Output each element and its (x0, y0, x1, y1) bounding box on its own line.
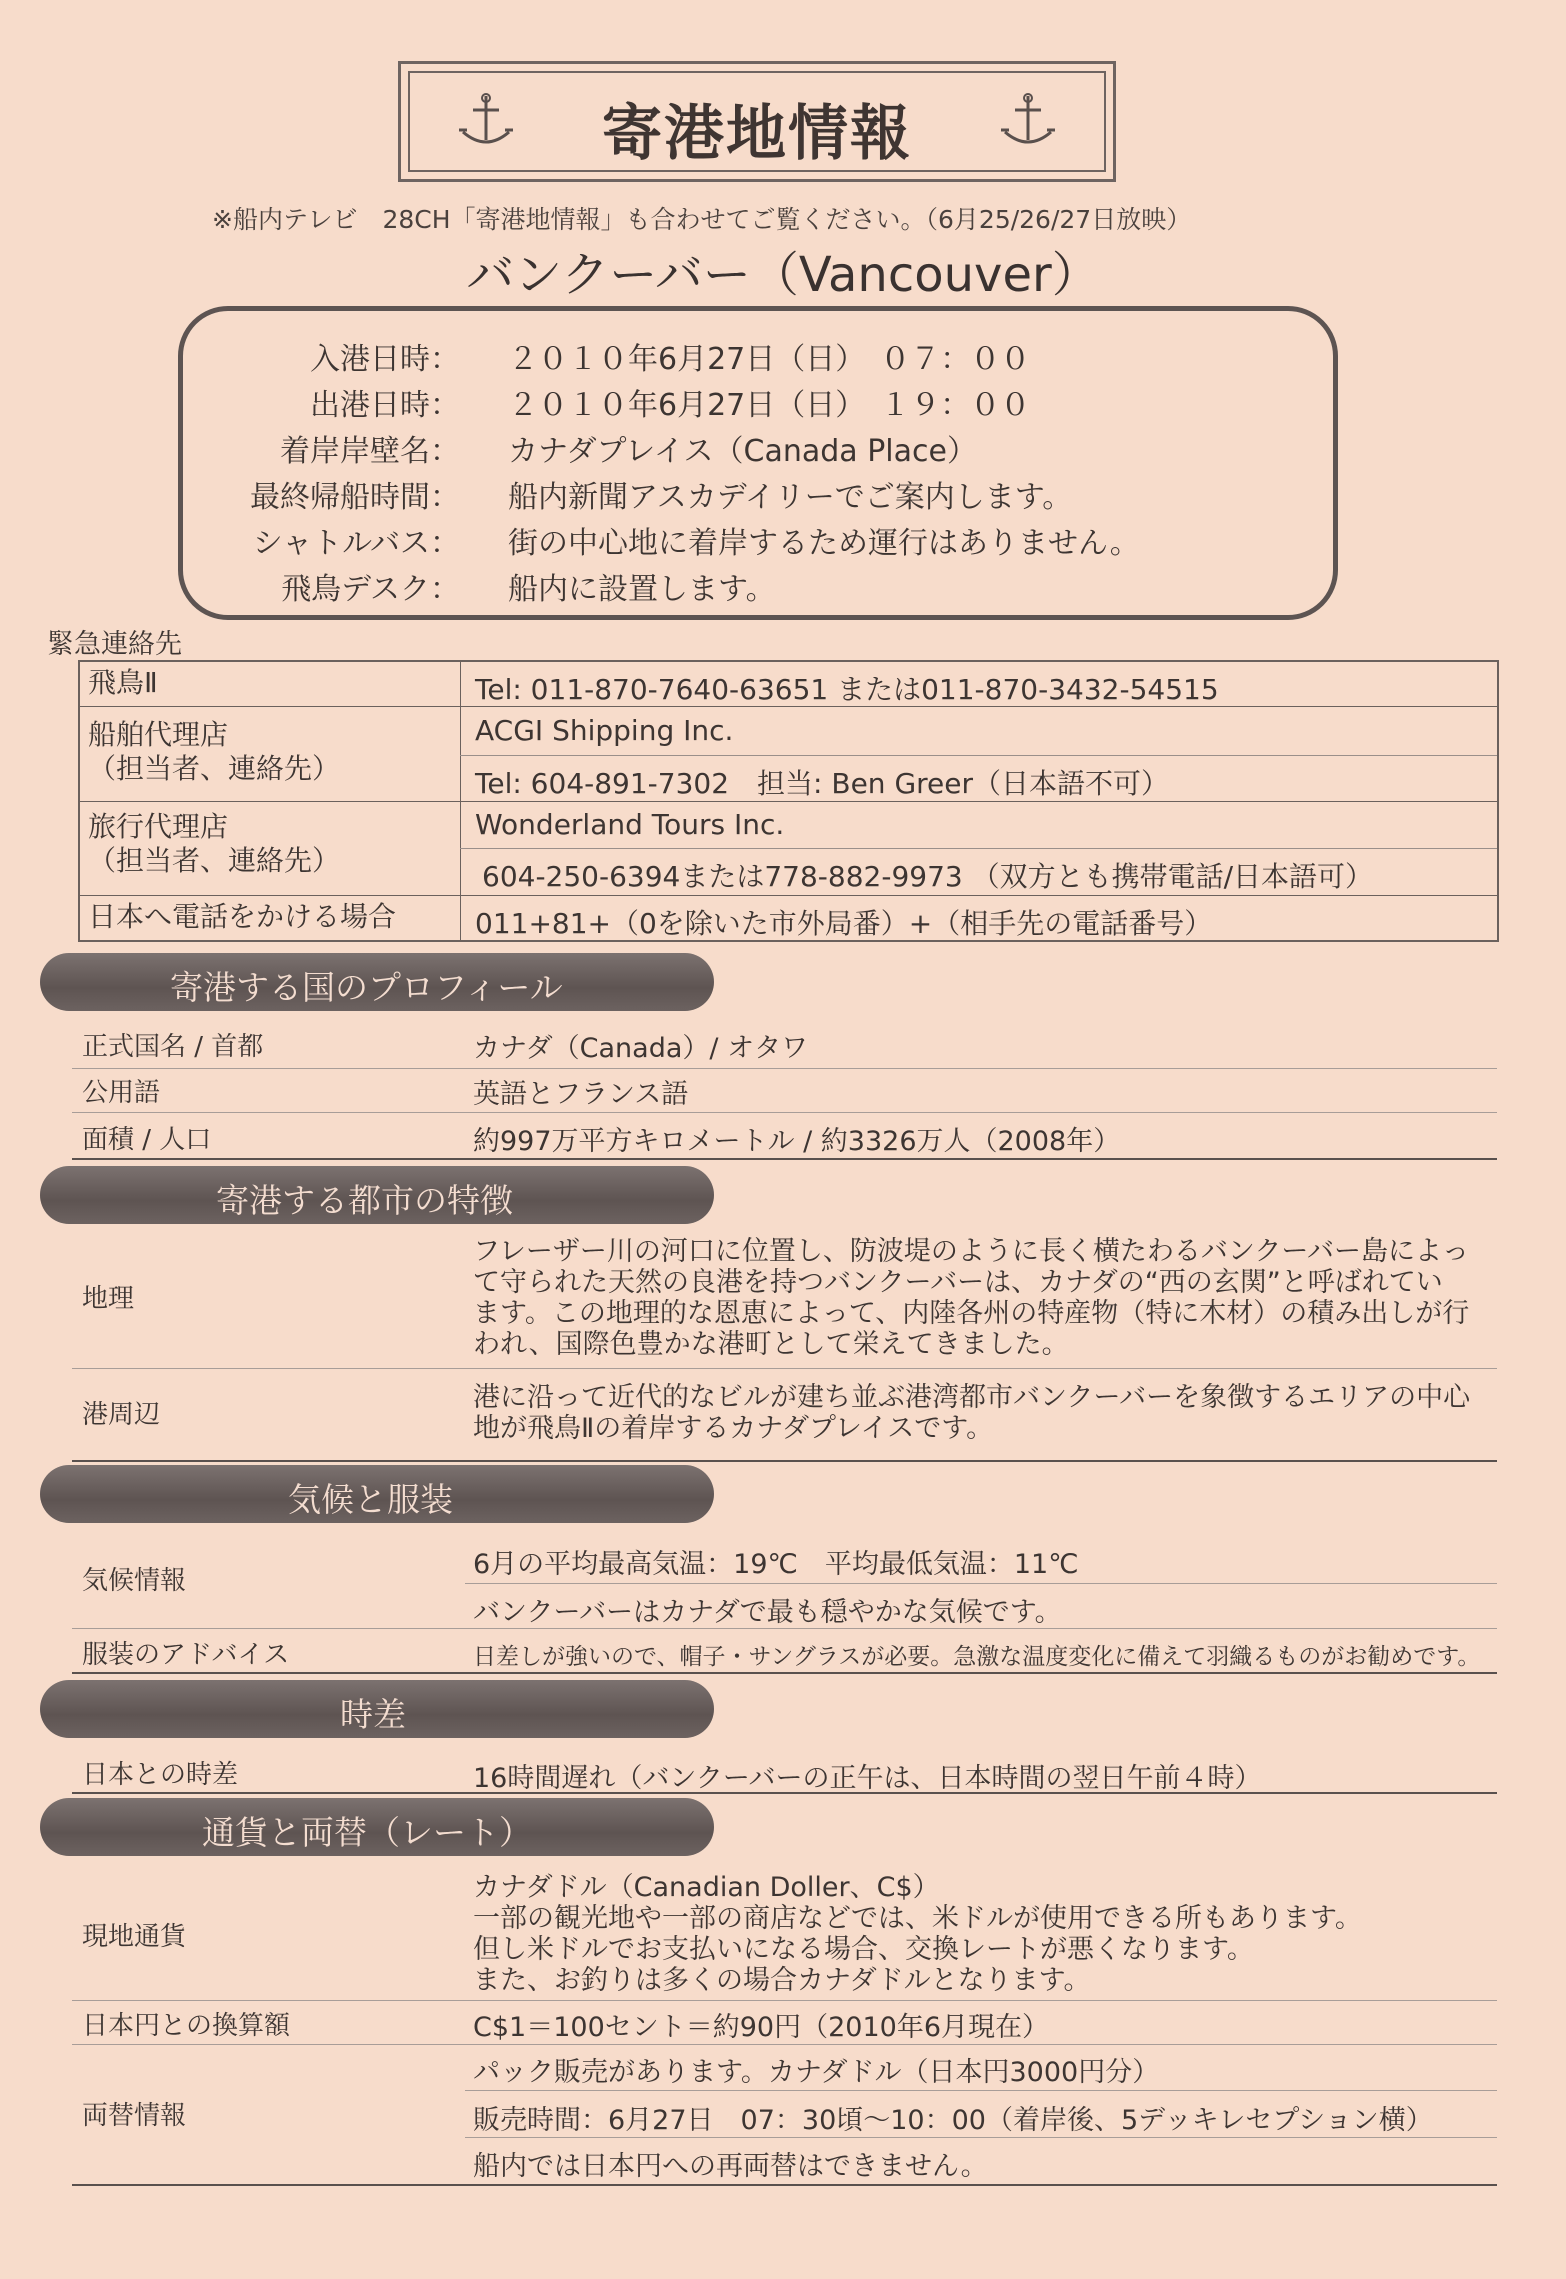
page-title: 寄港地情報 (602, 99, 912, 169)
currency-banner-label: 通貨と両替（レート） (202, 1813, 532, 1852)
profile-banner (40, 953, 714, 1011)
climate-desc: バンクーバーはカナダで最も穏やかな気候です。 (473, 1597, 1062, 1628)
city-features-banner-label: 寄港する都市の特徴 (216, 1181, 513, 1220)
ship-tel: Tel: 011-870-7640-63651 または011-870-3432-54515 (475, 673, 1219, 706)
climate-temps: 6月の平均最高気温：19℃ 平均最低気温：11℃ (473, 1549, 1079, 1580)
rate-value: C$1＝100セント＝約90円（2010年6月現在） (473, 2012, 1049, 2043)
clothing-label: 服装のアドバイス (82, 1640, 290, 1670)
shuttle-label: シャトルバス： (252, 526, 460, 561)
agent-label: 船舶代理店 (88, 718, 229, 751)
time-diff-banner-label: 時差 (340, 1695, 406, 1734)
departure-value: ２０１０年6月27日（日） １９：００ (508, 388, 1031, 423)
title-box (398, 61, 1116, 182)
climate-banner (40, 1465, 714, 1523)
exchange-pack: パック販売があります。カナダドル（日本円3000円分） (473, 2057, 1160, 2088)
local-currency-label: 現地通貨 (82, 1922, 187, 1952)
japan-call-label: 日本へ電話をかける場合 (88, 900, 397, 933)
country-name-label: 正式国名 / 首都 (82, 1032, 264, 1062)
clothing-value: 日差しが強いので、帽子・サングラスが必要。急激な温度変化に備えて羽織るものがお勧めです。 (473, 1644, 1481, 1670)
time-diff-label: 日本との時差 (82, 1760, 239, 1790)
port-area-text: 港に沿って近代的なビルが建ち並ぶ港湾都市バンクーバーを象徴するエリアの中心 地が飛鳥Ⅱの着岸するカナダプレイスです。 (473, 1382, 1471, 1444)
last-boarding-label: 最終帰船時間： (250, 480, 460, 515)
language-label: 公用語 (82, 1078, 161, 1108)
last-boarding-value: 船内新聞アスカデイリーでご案内します。 (508, 480, 1073, 515)
port-area-label: 港周辺 (82, 1400, 161, 1430)
time-diff-banner (40, 1680, 714, 1738)
emergency-heading: 緊急連絡先 (47, 629, 182, 660)
city-features-banner (40, 1166, 714, 1224)
exchange-label: 両替情報 (82, 2101, 187, 2131)
agent-tel: Tel: 604-891-7302 担当: Ben Greer（日本語不可） (475, 767, 1170, 800)
local-currency-text: カナダドル（Canadian Doller、C$） 一部の観光地や一部の商店などでは、米ドルが使用できる所もあります。 但し米ドルでお支払いになる場合、交換レートが悪くなります。 また、お釣りは多くの場合カナダドルとなります。 (473, 1872, 1362, 1996)
geography-label: 地理 (82, 1284, 135, 1314)
desk-label: 飛鳥デスク： (281, 572, 460, 607)
travel-tel: 604-250-6394または778-882-9973 （双方とも携帯電話/日本語可） (482, 860, 1374, 893)
anchor-icon (993, 90, 1063, 150)
geography-text: フレーザー川の河口に位置し、防波堤のように長く横たわるバンクーバー島によっ て守られた天然の良港を持つバンクーバーは、カナダの“西の玄関”と呼ばれてい ます。この地理的な恩恵によって、内陸各州の特産物（特に木材）の積み出しが行 われ、国際色豊かな港町として栄えてきました。 (473, 1236, 1470, 1360)
shuttle-value: 街の中心地に着岸するため運行はありません。 (508, 526, 1140, 561)
time-diff-value: 16時間遅れ（バンクーバーの正午は、日本時間の翌日午前４時） (473, 1763, 1262, 1794)
language-value: 英語とフランス語 (473, 1079, 689, 1110)
country-name-value: カナダ（Canada）/ オタワ (473, 1033, 809, 1064)
profile-banner-label: 寄港する国のプロフィール (170, 968, 563, 1007)
berth-label: 着岸岸壁名： (280, 434, 460, 469)
area-value: 約997万平方キロメートル / 約3326万人（2008年） (473, 1126, 1121, 1157)
climate-label: 気候情報 (82, 1566, 187, 1596)
emergency-table (78, 660, 1499, 942)
travel-name: Wonderland Tours Inc. (475, 808, 785, 841)
agent-name: ACGI Shipping Inc. (475, 714, 734, 747)
ship-label: 飛鳥Ⅱ (88, 666, 158, 699)
climate-banner-label: 気候と服装 (288, 1480, 453, 1519)
currency-banner (40, 1798, 714, 1856)
japan-call-value: 011+81+（0を除いた市外局番）+（相手先の電話番号） (475, 907, 1213, 940)
exchange-hours: 販売時間：6月27日 07：30頃～10：00（着岸後、5デッキレセプション横） (473, 2105, 1433, 2136)
arrival-value: ２０１０年6月27日（日） ０７：００ (508, 342, 1031, 377)
agent-sublabel: （担当者、連絡先） (88, 752, 341, 785)
exchange-note: 船内では日本円への再両替はできません。 (473, 2151, 988, 2182)
arrival-label: 入港日時： (310, 342, 460, 377)
desk-value: 船内に設置します。 (508, 572, 776, 607)
city-title: バンクーバー（Vancouver） (466, 247, 1100, 303)
travel-sublabel: （担当者、連絡先） (88, 844, 341, 877)
travel-label: 旅行代理店 (88, 810, 229, 843)
area-label: 面積 / 人口 (82, 1125, 212, 1155)
tv-note: ※船内テレビ 28CH「寄港地情報」も合わせてご覧ください。（6月25/26/27日放映） (212, 205, 1192, 234)
berth-value: カナダプレイス（Canada Place） (508, 434, 977, 469)
departure-label: 出港日時： (310, 388, 460, 423)
rate-label: 日本円との換算額 (82, 2011, 291, 2041)
